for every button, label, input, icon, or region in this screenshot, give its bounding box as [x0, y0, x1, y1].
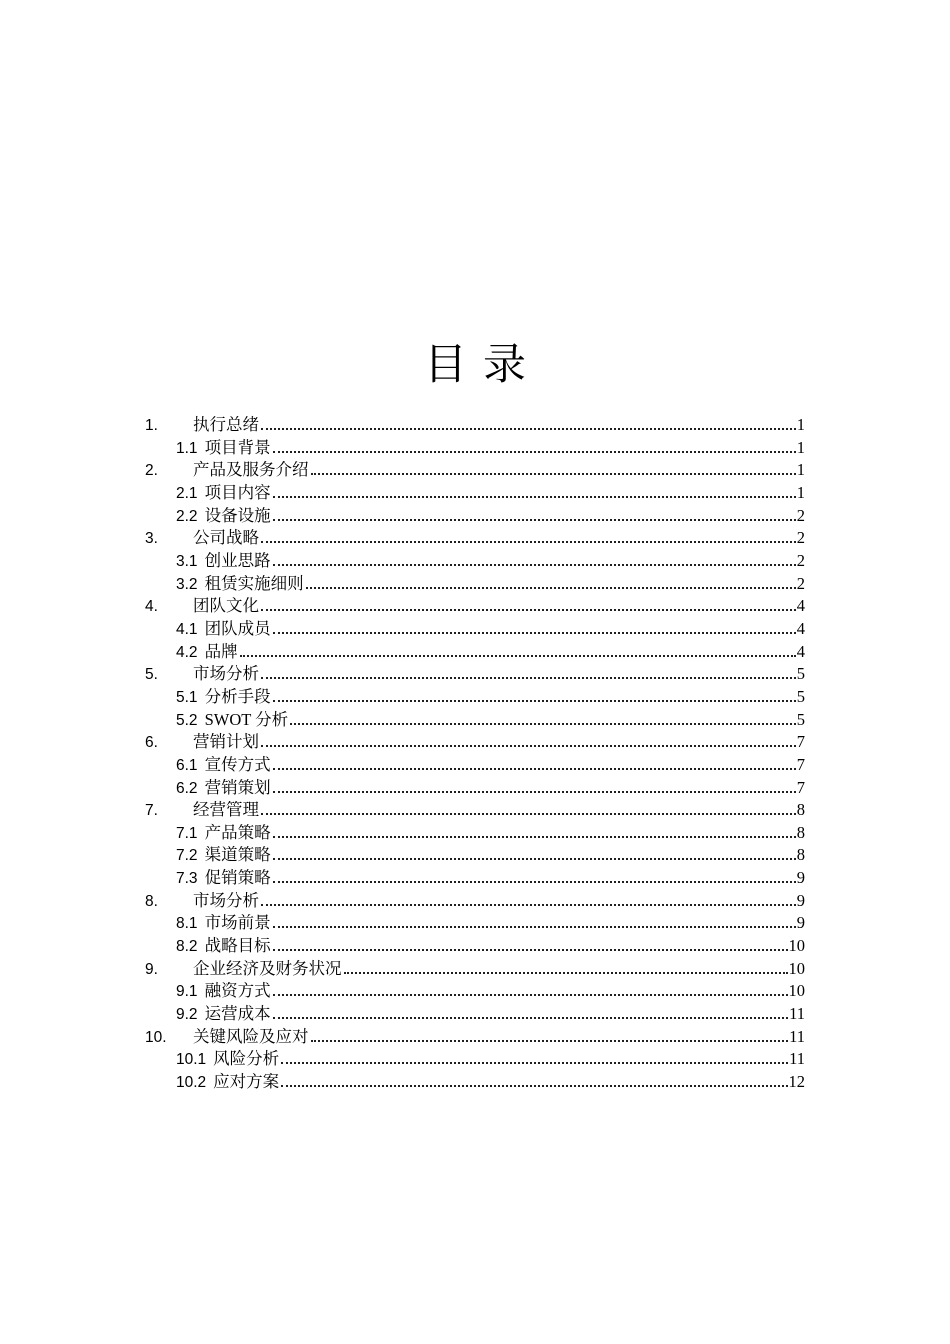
toc-entry[interactable] — [145, 686, 805, 709]
toc-dot-leader — [281, 1085, 787, 1087]
toc-entry[interactable] — [145, 935, 805, 958]
toc-entry-page: 10 — [788, 981, 805, 1001]
toc-entry-label: 公司战略 — [193, 528, 259, 548]
toc-entry-page: 5 — [796, 709, 805, 729]
toc-entry-number: 8.1 — [176, 915, 198, 933]
toc-entry-label: 关键风险及应对 — [193, 1026, 309, 1046]
toc-entry-number: 3. — [145, 530, 158, 548]
toc-dot-leader — [273, 949, 788, 951]
toc-entry-number: 5.2 — [176, 711, 198, 729]
toc-dot-leader — [261, 609, 796, 611]
toc-entry-number: 7.3 — [176, 870, 198, 888]
toc-entry[interactable] — [145, 777, 805, 800]
toc-dot-leader — [273, 564, 796, 566]
toc-entry-page: 11 — [789, 1026, 805, 1046]
toc-entry-label: 分析手段 — [204, 686, 271, 706]
toc-entry-label: 宣传方式 — [204, 754, 271, 774]
toc-entry-label: 团队文化 — [193, 596, 259, 616]
toc-entry[interactable] — [145, 641, 805, 664]
toc-entry[interactable] — [145, 505, 805, 528]
toc-entry-page: 5 — [796, 686, 805, 706]
toc-entry-page: 7 — [796, 732, 805, 752]
toc-entry-label: 品牌 — [204, 641, 238, 661]
toc-entry-page: 9 — [796, 868, 805, 888]
toc-entry-page: 2 — [796, 573, 805, 593]
toc-entry-number: 1.1 — [176, 439, 198, 457]
toc-dot-leader — [240, 655, 796, 657]
toc-dot-leader — [273, 451, 796, 453]
toc-entry-number: 6.2 — [176, 779, 198, 797]
toc-entry-number: 9. — [145, 960, 158, 978]
toc-entry-page: 2 — [796, 505, 805, 525]
toc-entry-page: 9 — [796, 913, 805, 933]
toc-dot-leader — [273, 632, 796, 634]
toc-entry-number: 10. — [145, 1028, 167, 1046]
toc-entry[interactable] — [145, 1071, 805, 1094]
toc-entry-number: 8.2 — [176, 938, 198, 956]
toc-entry-number: 2.2 — [176, 507, 198, 525]
toc-dot-leader — [273, 881, 796, 883]
toc-entry-page: 11 — [789, 1049, 805, 1069]
toc-entry-page: 1 — [796, 415, 805, 434]
toc-entry-page: 11 — [789, 1004, 805, 1024]
toc-entry-number: 2. — [145, 462, 158, 480]
toc-entry[interactable] — [145, 414, 805, 437]
toc-dot-leader — [273, 496, 796, 498]
toc-entry-label: 产品策略 — [204, 822, 271, 842]
toc-dot-leader — [273, 858, 796, 860]
toc-entry-number: 7.2 — [176, 847, 198, 865]
toc-entry[interactable] — [145, 1026, 805, 1049]
toc-entry-label: 团队成员 — [204, 618, 271, 638]
toc-entry[interactable] — [145, 459, 805, 482]
toc-entry[interactable] — [145, 980, 805, 1003]
toc-entry[interactable] — [145, 731, 805, 754]
toc-entry-number: 4.1 — [176, 620, 198, 638]
toc-dot-leader — [273, 836, 796, 838]
toc-entry-number: 4. — [145, 598, 158, 616]
toc-entry-number: 3.2 — [176, 575, 198, 593]
toc-entry-label: 设备设施 — [204, 505, 271, 525]
toc-dot-leader — [273, 519, 796, 521]
toc-entry[interactable] — [145, 958, 805, 981]
toc-entry-number: 5. — [145, 666, 158, 684]
toc-entry-label: 企业经济及财务状况 — [193, 958, 342, 978]
toc-dot-leader — [311, 1040, 789, 1042]
toc-entry-page: 1 — [796, 460, 805, 480]
toc-entry-page: 9 — [796, 890, 805, 910]
toc-entry-page: 8 — [796, 800, 805, 820]
toc-entry-page: 1 — [796, 482, 805, 502]
toc-entry[interactable] — [145, 550, 805, 573]
toc-entry-page: 10 — [788, 958, 805, 978]
toc-entry[interactable] — [145, 799, 805, 822]
toc-entry-label: 创业思路 — [204, 550, 271, 570]
toc-entry-label: 租赁实施细则 — [204, 573, 304, 593]
toc-entry-page: 7 — [796, 777, 805, 797]
toc-entry[interactable] — [145, 437, 805, 460]
toc-list — [145, 414, 805, 1094]
toc-dot-leader — [261, 813, 796, 815]
toc-entry-number: 9.2 — [176, 1006, 198, 1024]
toc-entry[interactable] — [145, 754, 805, 777]
toc-entry[interactable] — [145, 912, 805, 935]
toc-entry-label: 风险分析 — [213, 1049, 280, 1069]
toc-dot-leader — [281, 1062, 788, 1064]
toc-entry-number: 1. — [145, 417, 158, 434]
toc-entry[interactable] — [145, 663, 805, 686]
toc-entry-label: 运营成本 — [204, 1004, 271, 1024]
toc-entry-number: 2.1 — [176, 484, 198, 502]
toc-entry-page: 2 — [796, 528, 805, 548]
toc-dot-leader — [261, 428, 796, 430]
toc-entry-page: 4 — [796, 596, 805, 616]
toc-dot-leader — [290, 723, 796, 725]
toc-entry-label: 战略目标 — [204, 936, 271, 956]
toc-dot-leader — [311, 473, 796, 475]
toc-entry-number: 5.1 — [176, 688, 198, 706]
toc-entry-label: 项目背景 — [204, 437, 271, 457]
toc-entry-number: 9.1 — [176, 983, 198, 1001]
toc-entry-page: 5 — [796, 664, 805, 684]
toc-entry-label: 产品及服务介绍 — [193, 460, 309, 480]
toc-entry-label: 执行总绪 — [193, 415, 259, 434]
toc-dot-leader — [261, 904, 796, 906]
toc-entry[interactable] — [145, 709, 805, 732]
toc-entry-number: 6.1 — [176, 756, 198, 774]
toc-entry[interactable] — [145, 595, 805, 618]
toc-entry[interactable] — [145, 527, 805, 550]
toc-entry[interactable] — [145, 844, 805, 867]
toc-entry-label: 市场前景 — [204, 913, 271, 933]
toc-entry-page: 7 — [796, 754, 805, 774]
toc-dot-leader — [273, 926, 796, 928]
toc-dot-leader — [306, 587, 796, 589]
toc-entry-label: SWOT 分析 — [204, 709, 289, 729]
toc-entry-label: 项目内容 — [204, 482, 271, 502]
toc-entry-page: 4 — [796, 641, 805, 661]
toc-entry[interactable] — [145, 867, 805, 890]
toc-dot-leader — [261, 541, 796, 543]
toc-entry[interactable] — [145, 1003, 805, 1026]
toc-entry-label: 营销计划 — [193, 732, 259, 752]
toc-dot-leader — [344, 972, 788, 974]
toc-entry-label: 市场分析 — [193, 664, 259, 684]
toc-entry[interactable] — [145, 573, 805, 596]
toc-entry-number: 3.1 — [176, 552, 198, 570]
toc-entry-page: 12 — [788, 1072, 805, 1092]
toc-entry[interactable] — [145, 618, 805, 641]
toc-entry-page: 2 — [796, 550, 805, 570]
toc-entry-label: 渠道策略 — [204, 845, 271, 865]
toc-dot-leader — [273, 700, 796, 702]
toc-dot-leader — [261, 745, 796, 747]
toc-entry-label: 市场分析 — [193, 890, 259, 910]
toc-entry-label: 经营管理 — [193, 800, 259, 820]
toc-entry[interactable] — [145, 822, 805, 845]
toc-dot-leader — [273, 791, 796, 793]
toc-entry[interactable] — [145, 1048, 805, 1071]
toc-entry-page: 8 — [796, 845, 805, 865]
toc-entry-label: 融资方式 — [204, 981, 271, 1001]
toc-entry-number: 4.2 — [176, 643, 198, 661]
toc-entry-label: 营销策划 — [204, 777, 271, 797]
toc-dot-leader — [273, 768, 796, 770]
toc-dot-leader — [273, 1017, 789, 1019]
toc-entry[interactable] — [145, 890, 805, 913]
toc-entry-number: 6. — [145, 734, 158, 752]
toc-entry-number: 7.1 — [176, 824, 198, 842]
toc-title: 目录 — [424, 342, 542, 389]
toc-entry-number: 10.2 — [176, 1074, 207, 1092]
toc-entry-label: 应对方案 — [213, 1072, 280, 1092]
toc-entry-number: 10.1 — [176, 1051, 207, 1069]
toc-entry-label: 促销策略 — [204, 868, 271, 888]
toc-dot-leader — [273, 994, 788, 996]
toc-entry-page: 1 — [796, 437, 805, 457]
toc-entry[interactable] — [145, 482, 805, 505]
toc-entry-page: 4 — [796, 618, 805, 638]
toc-entry-number: 8. — [145, 892, 158, 910]
toc-entry-page: 8 — [796, 822, 805, 842]
toc-dot-leader — [261, 677, 796, 679]
toc-entry-page: 10 — [788, 936, 805, 956]
toc-entry-number: 7. — [145, 802, 158, 820]
